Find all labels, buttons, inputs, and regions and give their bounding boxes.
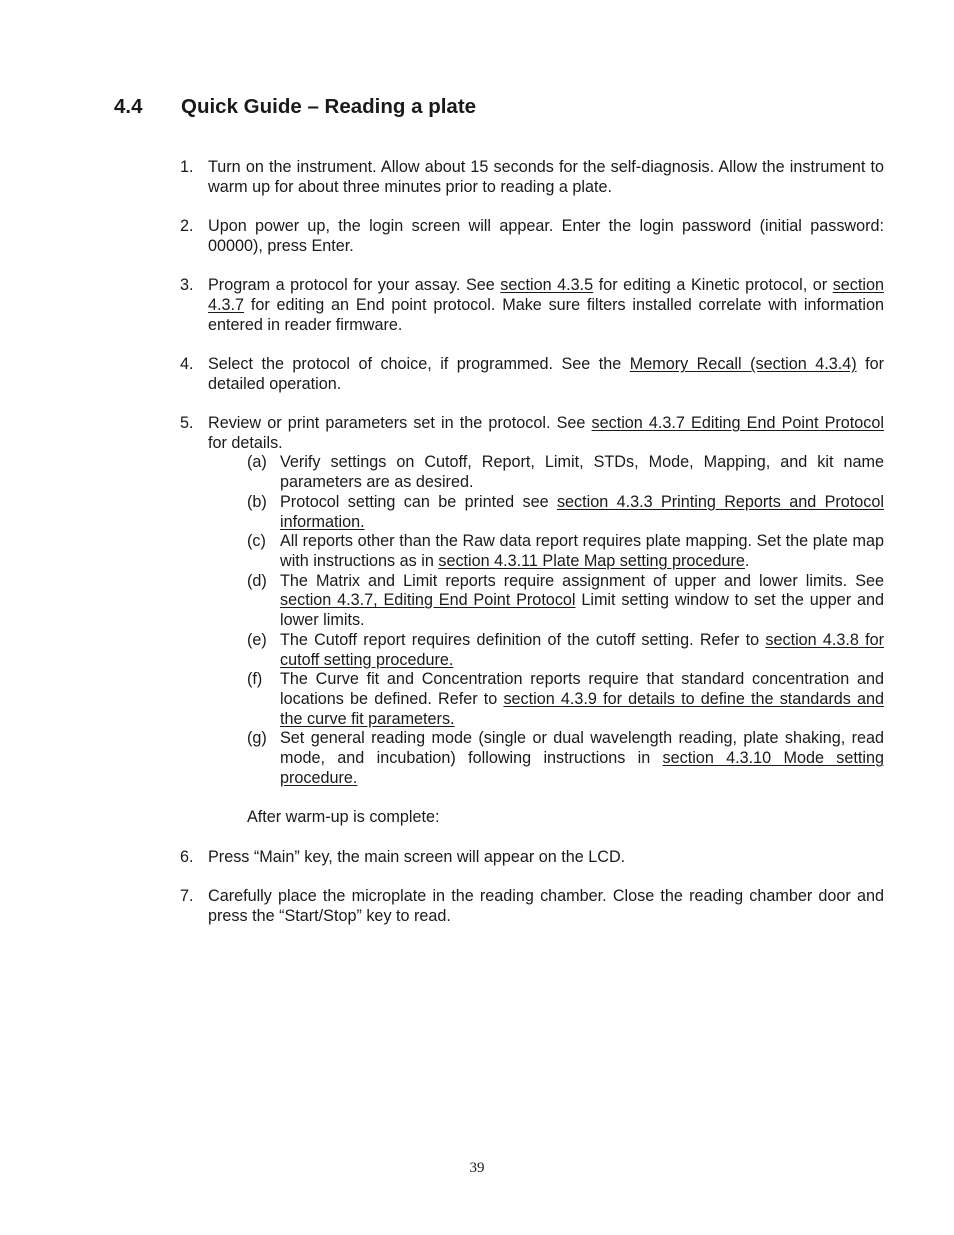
list-item-step-7	[179, 887, 884, 926]
substep-text: Protocol setting can be printed see	[280, 492, 557, 511]
list-item-step-3	[179, 276, 884, 335]
list-item-substep-f	[247, 670, 884, 729]
step-text: Press “Main” key, the main screen will appear on the LCD.	[208, 847, 626, 866]
step-number: 6.	[180, 847, 194, 866]
list-item-step-6	[179, 848, 884, 868]
section-heading	[114, 94, 476, 120]
link-mode-setting[interactable]: section 4.3.10 Mode setting procedure.	[280, 749, 884, 787]
list-item-substep-b	[247, 493, 884, 532]
step-text: for editing an End point protocol. Make sure filters installed correlate with information entered in reader firmware.	[208, 295, 884, 334]
list-item-step-2	[179, 217, 884, 256]
substep-text: The Curve fit and Concentration reports require that standard concentration and locations be defined. Refer to	[280, 670, 884, 708]
substep-label: (e)	[247, 630, 267, 649]
list-item-step-5	[179, 414, 884, 788]
warm-up-note: After warm-up is complete:	[247, 808, 440, 827]
substep-text: The Cutoff report requires definition of the cutoff setting. Refer to	[280, 630, 766, 649]
step-text: for details.	[208, 433, 283, 452]
substeps-list	[247, 453, 884, 788]
link-plate-map-setting[interactable]: section 4.3.11 Plate Map setting procedure	[438, 552, 745, 570]
step-text: for editing a Kinetic protocol, or	[593, 276, 833, 295]
step-number: 5.	[180, 414, 194, 433]
list-item-substep-a	[247, 453, 884, 492]
link-memory-recall[interactable]: Memory Recall (section 4.3.4)	[629, 354, 857, 373]
step-text: Program a protocol for your assay. See	[208, 276, 501, 295]
substep-text: All reports other than the Raw data report requires plate mapping. Set the plate map with instructions as in	[280, 532, 884, 570]
step-number: 3.	[180, 276, 194, 295]
link-printing-reports[interactable]: section 4.3.3 Printing Reports and Protocol information.	[280, 492, 884, 531]
step-text: Carefully place the microplate in the reading chamber. Close the reading chamber door and press the “Start/Stop” key to read.	[208, 886, 884, 925]
list-item-step-1	[179, 158, 884, 197]
section-number: 4.4	[114, 95, 143, 118]
list-item-substep-g	[247, 729, 884, 788]
step-text: Upon power up, the login screen will appear. Enter the login password (initial password: 00000), press Enter.	[208, 217, 884, 255]
substep-text: .	[744, 552, 750, 570]
step-number: 1.	[180, 158, 194, 176]
link-standards-curve-fit[interactable]: section 4.3.9 for details to define the standards and the curve fit parameters.	[280, 689, 884, 728]
link-editing-end-point-limits[interactable]: section 4.3.7, Editing End Point Protocol	[280, 591, 576, 610]
substep-label: (d)	[247, 571, 267, 590]
step-text: for detailed operation.	[208, 354, 884, 393]
list-item-substep-c	[247, 532, 884, 571]
step-number: 2.	[180, 217, 194, 236]
substep-label: (f)	[247, 670, 263, 689]
substep-text: Verify settings on Cutoff, Report, Limit, STDs, Mode, Mapping, and kit name parameters are as desired.	[280, 453, 884, 492]
substep-label: (g)	[247, 729, 267, 748]
substep-label: (c)	[247, 532, 266, 551]
step-text: Turn on the instrument. Allow about 15 seconds for the self-diagnosis. Allow the instrument to warm up for about three minutes prior to reading a plate.	[208, 158, 884, 196]
link-cutoff-setting[interactable]: section 4.3.8 for cutoff setting procedure.	[280, 630, 884, 669]
link-section-4-3-5[interactable]: section 4.3.5	[500, 276, 594, 295]
list-item-step-4	[179, 355, 884, 394]
substep-text: Limit setting window to set the upper and lower limits.	[280, 591, 885, 630]
step-text: Select the protocol of choice, if programmed. See the	[208, 354, 630, 373]
link-section-4-3-7[interactable]: section 4.3.7	[208, 276, 884, 314]
section-title: Quick Guide – Reading a plate	[181, 95, 477, 118]
substep-label: (a)	[247, 453, 267, 472]
step-number: 7.	[180, 886, 194, 905]
list-item-substep-d	[247, 572, 884, 631]
page-number: 39	[469, 1160, 485, 1176]
substep-text: The Matrix and Limit reports require assignment of upper and lower limits. See	[280, 571, 884, 590]
substep-text: Set general reading mode (single or dual wavelength reading, plate shaking, read mode, and incubation) following instructions in	[280, 729, 884, 768]
list-item-substep-e	[247, 631, 884, 670]
step-number: 4.	[180, 354, 194, 373]
step-text: Review or print parameters set in the protocol. See	[208, 414, 592, 433]
steps-list	[179, 158, 884, 946]
link-editing-end-point-protocol[interactable]: section 4.3.7 Editing End Point Protocol	[591, 414, 884, 433]
substep-label: (b)	[247, 492, 267, 511]
